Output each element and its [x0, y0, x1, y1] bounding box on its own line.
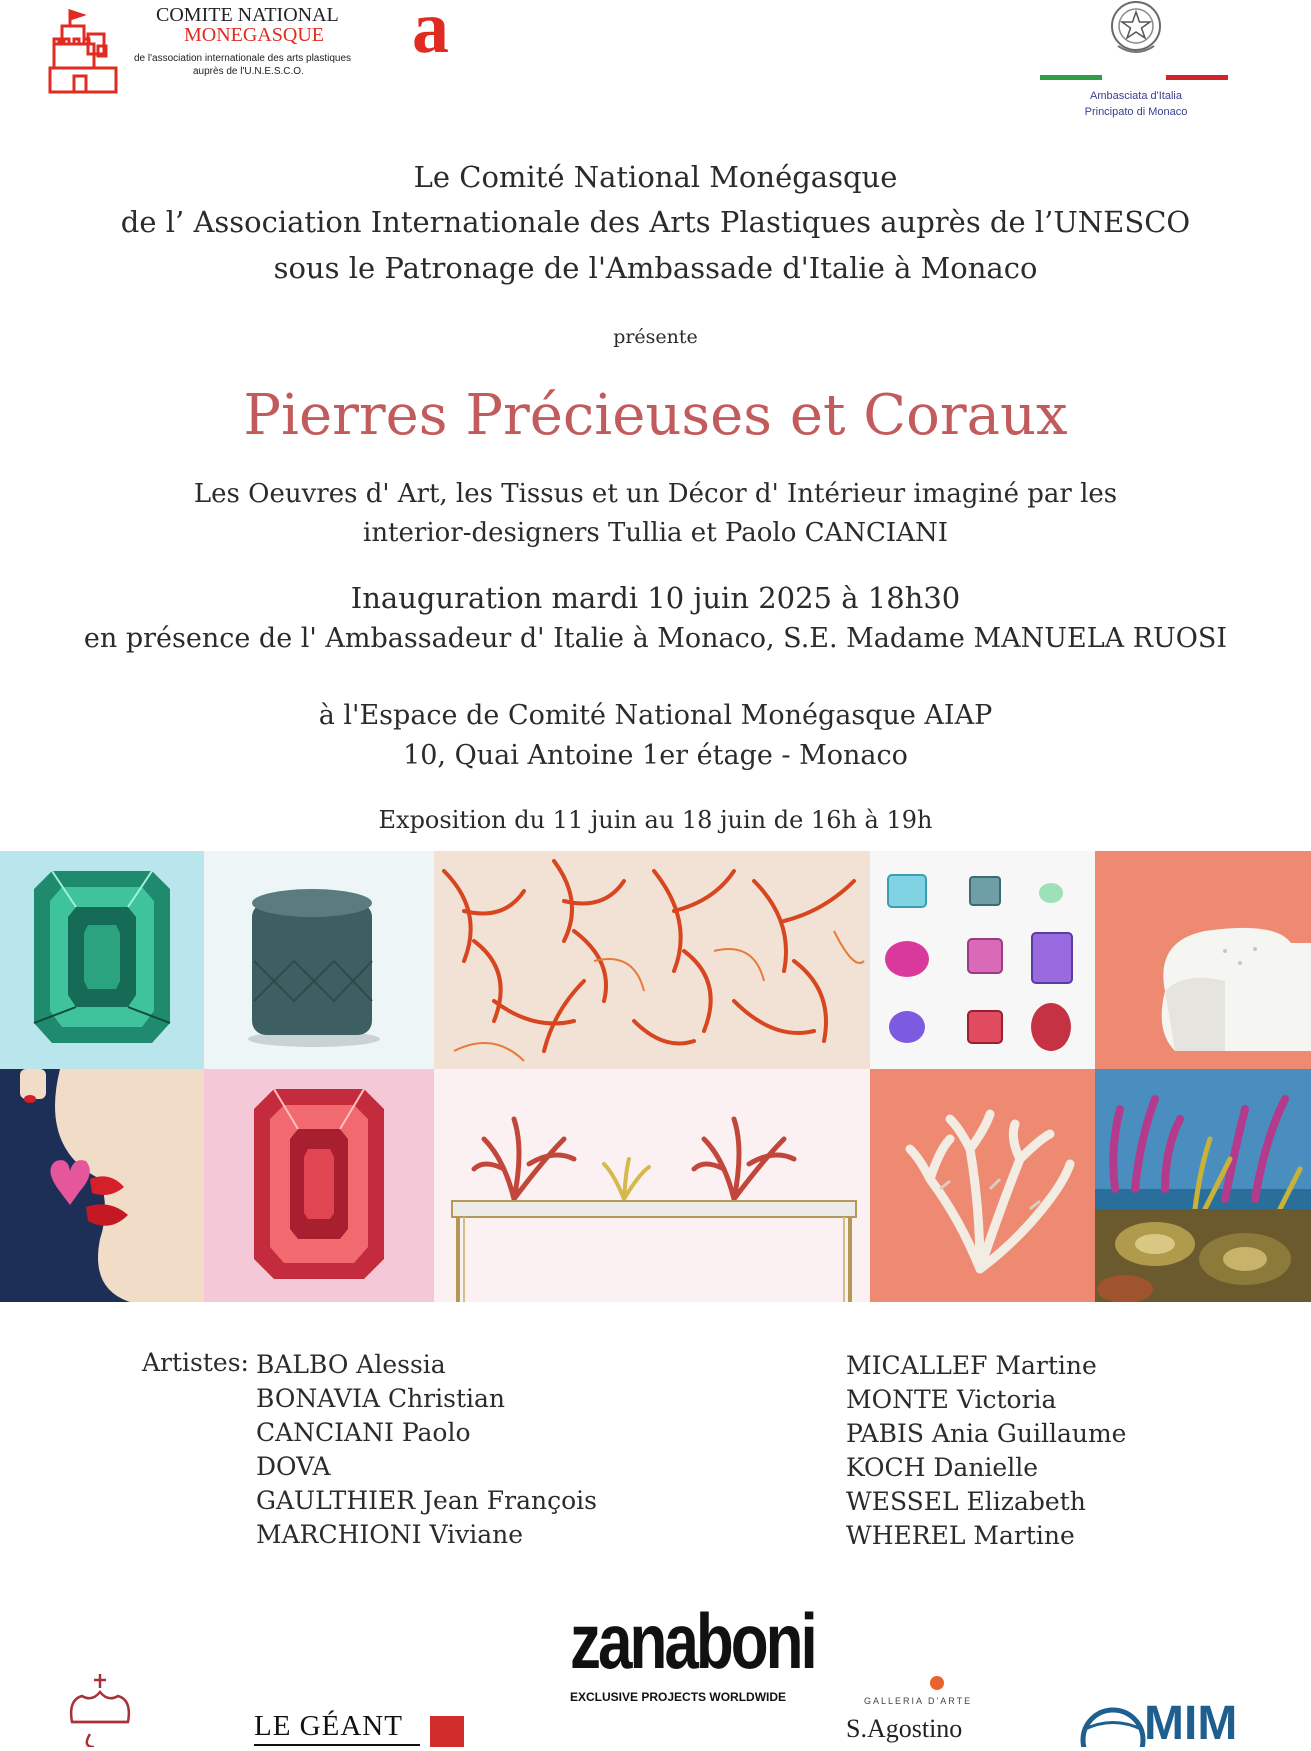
- subtitle-line-1: Les Oeuvres d' Art, les Tissus et un Décor d' Intérieur imaginé par les: [193, 479, 1118, 509]
- crown-logo-icon: [60, 1672, 140, 1747]
- galleria-dot-icon: [930, 1676, 944, 1690]
- lips-heart-gem-image: [0, 1069, 204, 1302]
- artists-left-column: [256, 1348, 597, 1552]
- artist-name: MICALLEF Martine: [846, 1351, 1097, 1380]
- zanaboni-wordmark: zanaboni: [570, 1599, 815, 1686]
- white-armchair-image: [1095, 851, 1311, 1069]
- velvet-pouf-image: [204, 851, 434, 1069]
- galleria-label: GALLERIA D'ARTE: [864, 1696, 973, 1706]
- cn-logo-line4: auprès de l'U.N.E.S.C.O.: [193, 66, 304, 77]
- cn-logo-line1: COMITE NATIONAL: [156, 4, 339, 26]
- cn-logo-line3: de l'association internationale des arts plastiques: [134, 53, 352, 64]
- le-geant-red-box: [430, 1716, 464, 1747]
- image-mosaic: [0, 851, 1311, 1302]
- ruby-gem-image: [204, 1069, 434, 1302]
- zanaboni-tagline: EXCLUSIVE PROJECTS WORLDWIDE: [570, 1690, 787, 1704]
- artist-name: BALBO Alessia: [256, 1350, 446, 1379]
- zanaboni-logo: [560, 1598, 815, 1708]
- mim-wordmark: MIM: [1144, 1697, 1238, 1750]
- artist-name: WHEREL Martine: [846, 1521, 1075, 1550]
- coral-console-image: [434, 1069, 870, 1302]
- venue-line-2: 10, Quai Antoine 1er étage - Monaco: [403, 740, 908, 771]
- le-geant-underline: [254, 1744, 420, 1746]
- artist-name: WESSEL Elizabeth: [846, 1487, 1086, 1516]
- artist-name: MONTE Victoria: [846, 1385, 1057, 1414]
- emerald-gem-image: [0, 851, 204, 1069]
- artist-name: KOCH Danielle: [846, 1453, 1039, 1482]
- aiap-letter-logo: a: [412, 0, 449, 69]
- embassy-line2: Principato di Monaco: [1084, 106, 1188, 118]
- subtitle-line-2: interior-designers Tullia et Paolo CANCIANI: [363, 518, 948, 548]
- venue-line-1: à l'Espace de Comité National Monégasque AIAP: [318, 700, 993, 731]
- cn-logo-line2: MONEGASQUE: [184, 24, 324, 46]
- coral-reef-image: [1095, 1069, 1311, 1302]
- embassy-line1: Ambasciata d'Italia: [1090, 90, 1182, 102]
- embassy-logo: [1038, 0, 1234, 124]
- le-geant-logo: [254, 1710, 494, 1747]
- intro-line-2: de l’ Association Internationale des Arts Plastiques auprès de l’UNESCO: [120, 205, 1191, 239]
- galleria-sagostino-logo: [846, 1676, 1006, 1747]
- castle-icon: [44, 6, 124, 96]
- inauguration-line-2: en présence de l' Ambassadeur d' Italie à Monaco, S.E. Madame MANUELA RUOSI: [83, 623, 1228, 654]
- embassy-flag-line: [1040, 75, 1228, 80]
- inauguration-line-1: Inauguration mardi 10 juin 2025 à 18h30: [350, 581, 961, 615]
- artist-name: GAULTHIER Jean François: [256, 1486, 597, 1515]
- intro-line-3: sous le Patronage de l'Ambassade d'Italie à Monaco: [273, 251, 1038, 285]
- sagostino-wordmark: S.Agostino: [846, 1714, 963, 1743]
- exhibition-title: Pierres Précieuses et Coraux: [243, 383, 1068, 448]
- comite-national-logo: [44, 0, 474, 96]
- le-geant-wordmark: LE GÉANT: [254, 1710, 403, 1742]
- mim-logo: [1078, 1697, 1278, 1750]
- artist-name: CANCIANI Paolo: [256, 1418, 471, 1447]
- gemstones-grid-image: [870, 851, 1095, 1069]
- coral-fabric-image: [434, 851, 870, 1069]
- intro-line-1: Le Comité National Monégasque: [413, 160, 898, 194]
- artist-name: DOVA: [256, 1452, 331, 1481]
- artist-name: PABIS Ania Guillaume: [846, 1419, 1127, 1448]
- artists-right-column: [846, 1349, 1126, 1553]
- globe-icon: [1078, 1700, 1148, 1747]
- presents-text: présente: [613, 326, 698, 348]
- artist-name: BONAVIA Christian: [256, 1384, 505, 1413]
- exhibition-dates: Exposition du 11 juin au 18 juin de 16h à 19h: [378, 806, 933, 834]
- italian-emblem-icon: [1100, 0, 1172, 60]
- artists-label: Artistes:: [142, 1348, 249, 1377]
- artist-name: MARCHIONI Viviane: [256, 1520, 524, 1549]
- white-coral-image: [870, 1069, 1095, 1302]
